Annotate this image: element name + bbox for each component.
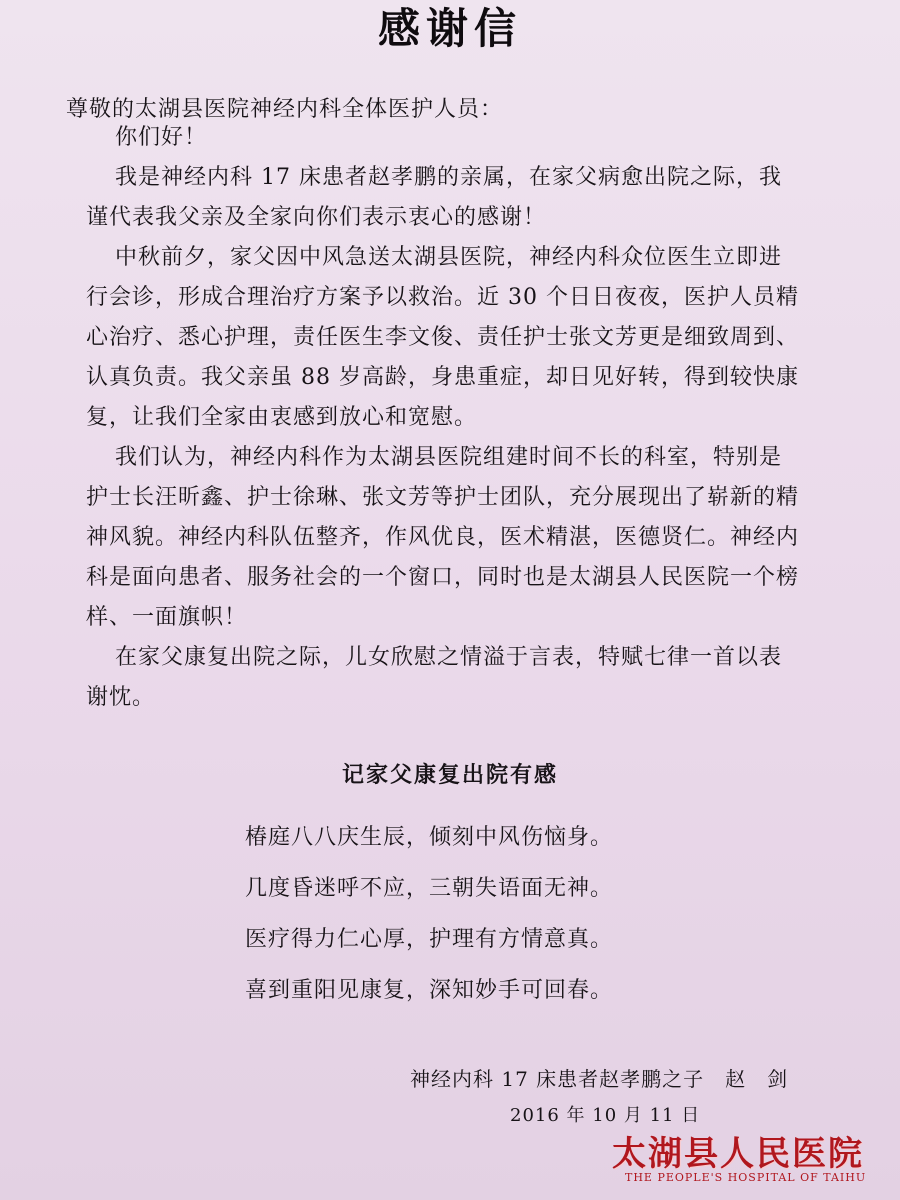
hospital-watermark-subtitle: THE PEOPLE'S HOSPITAL OF TAIHU xyxy=(625,1171,867,1184)
paragraph-line: 谨代表我父亲及全家向你们表示衷心的感谢！ xyxy=(86,205,547,230)
poem-line: 喜到重阳见康复，深知妙手可回春。 xyxy=(245,978,614,1003)
greeting: 你们好！ xyxy=(115,125,208,150)
paragraph-line: 护士长汪昕鑫、护士徐琳、张文芳等护士团队，充分展现出了崭新的精 xyxy=(86,485,800,510)
poem-line: 椿庭八八庆生辰，倾刻中风伤恼身。 xyxy=(245,825,614,850)
paragraph-line: 在家父康复出院之际，儿女欣慰之情溢于言表，特赋七律一首以表 xyxy=(115,645,783,670)
paragraph-line: 科是面向患者、服务社会的一个窗口，同时也是太湖县人民医院一个榜 xyxy=(86,565,800,590)
paragraph-line: 中秋前夕，家父因中风急送太湖县医院，神经内科众位医生立即进 xyxy=(115,245,783,270)
poem-line: 医疗得力仁心厚，护理有方情意真。 xyxy=(245,927,614,952)
salutation: 尊敬的太湖县医院神经内科全体医护人员： xyxy=(66,97,504,122)
paragraph-line: 认真负责。我父亲虽 88 岁高龄，身患重症，却日见好转，得到较快康 xyxy=(86,365,799,390)
paragraph-line: 样、一面旗帜！ xyxy=(86,605,248,630)
paragraph-line: 行会诊，形成合理治疗方案予以救治。近 30 个日日夜夜，医护人员精 xyxy=(86,285,799,310)
poem-title: 记家父康复出院有感 xyxy=(341,762,558,788)
paragraph-line: 我是神经内科 17 床患者赵孝鹏的亲属，在家父病愈出院之际，我 xyxy=(115,165,782,190)
paragraph-line: 神风貌。神经内科队伍整齐，作风优良，医术精湛，医德贤仁。神经内 xyxy=(86,525,800,550)
poem-line: 几度昏迷呼不应，三朝失语面无神。 xyxy=(245,876,614,901)
letter-title: 感谢信 xyxy=(377,4,522,53)
signature: 神经内科 17 床患者赵孝鹏之子 赵 剑 xyxy=(410,1067,789,1091)
paragraph-line: 复，让我们全家由衷感到放心和宽慰。 xyxy=(86,405,478,430)
date: 2016 年 10 月 11 日 xyxy=(510,1105,701,1126)
hospital-watermark: 太湖县人民医院 xyxy=(612,1134,864,1174)
paragraph-line: 我们认为，神经内科作为太湖县医院组建时间不长的科室，特别是 xyxy=(115,445,783,470)
paragraph-line: 谢忱。 xyxy=(86,685,156,710)
paragraph-line: 心治疗、悉心护理，责任医生李文俊、责任护士张文芳更是细致周到、 xyxy=(86,325,800,350)
